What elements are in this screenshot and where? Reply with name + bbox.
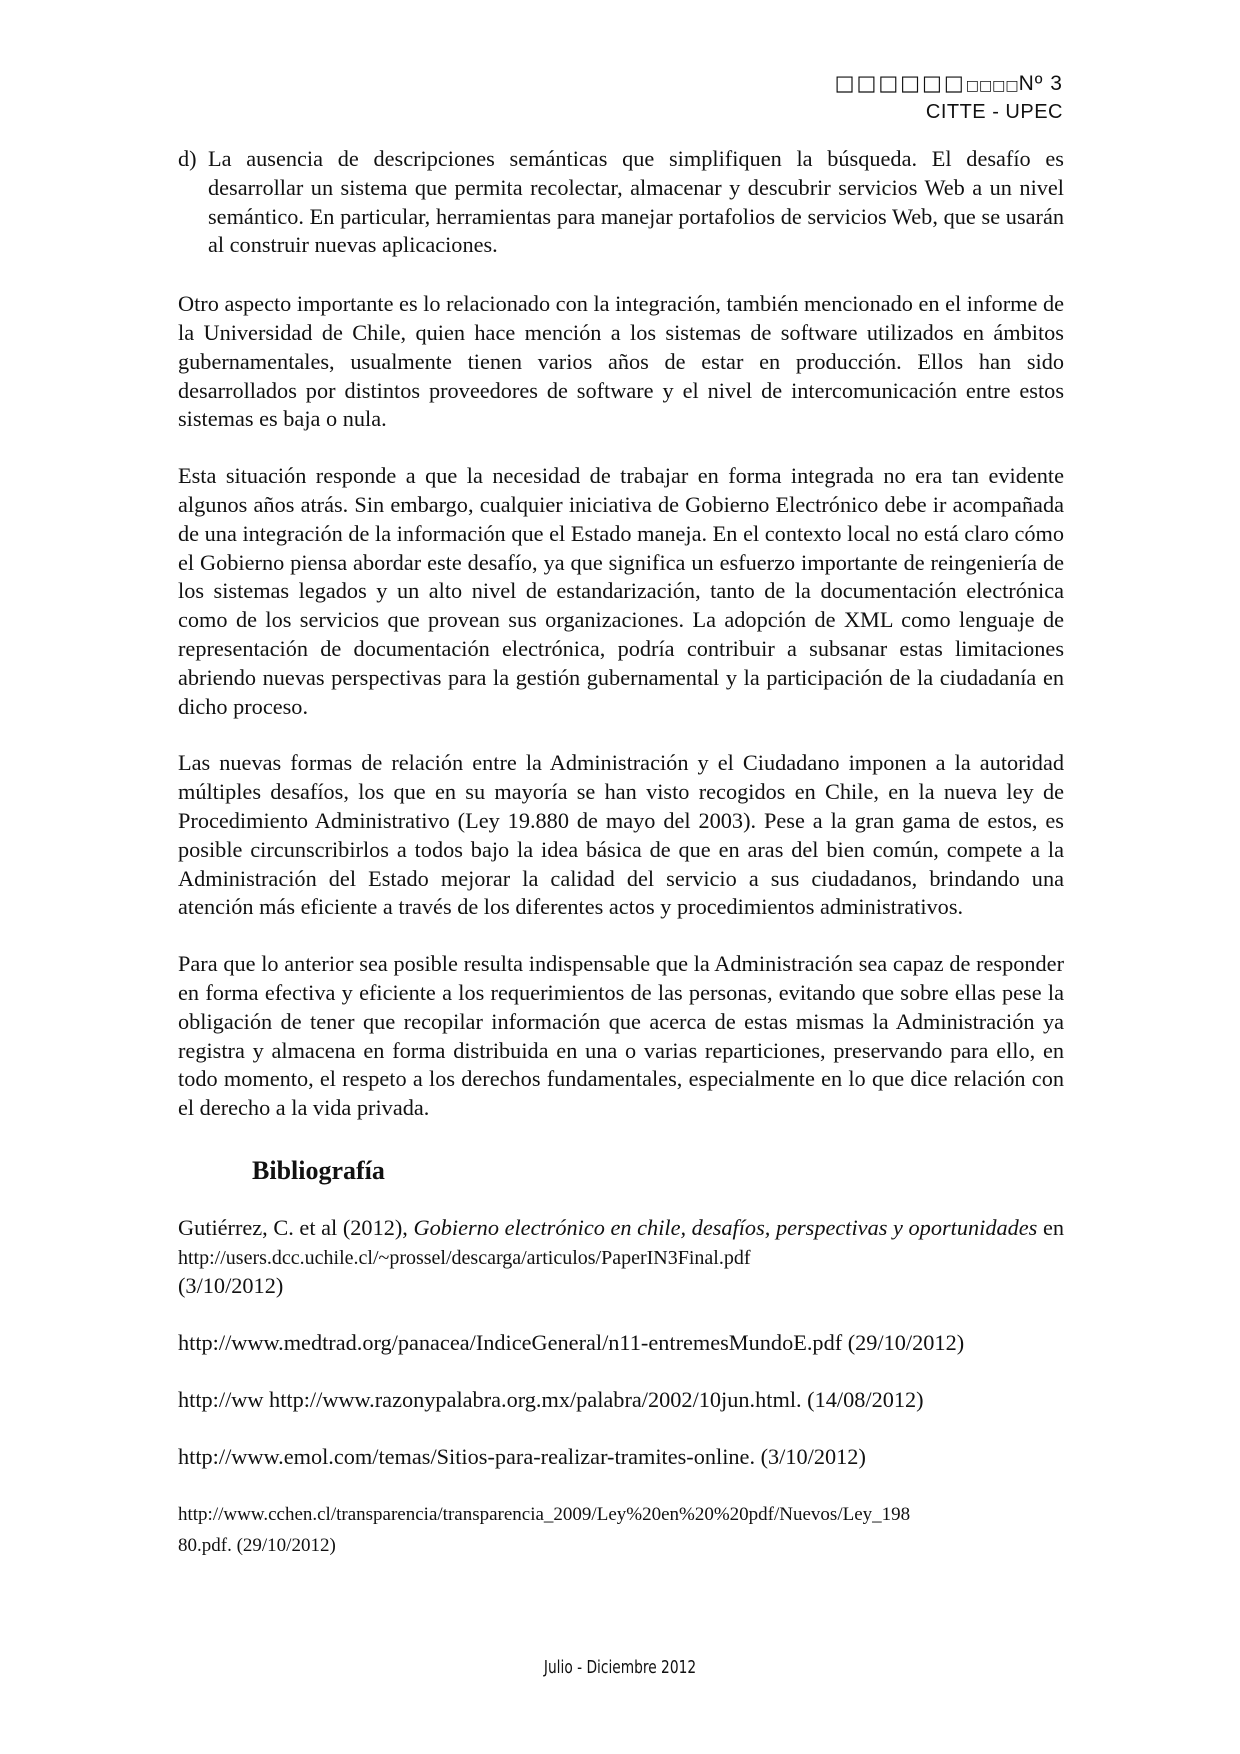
ref-1-connector: en	[1042, 1214, 1065, 1240]
paragraph-requirements: Para que lo anterior sea posible resulta indispensable que la Administración sea capaz de responder en forma efectiva y eficiente a los requerimientos de las personas, evitando que sobre ellas pese la obligación de tener que recopilar información que acerca de estas mismas la Administración ya registra y almacena en forma distribuida en una o varias reparticiones, preservando para ello, en todo momento, el respeto a los derechos fundamentales, especialmente en lo que dice relación con el derecho a la vida privada.	[178, 951, 1064, 1121]
bibliography-ref-1	[178, 1214, 1064, 1301]
bibliography-ref-3[interactable]: http://ww http://www.razonypalabra.org.mx/palabra/2002/10jun.html. (14/08/2012)	[178, 1386, 924, 1412]
paragraph-new-relations: Las nuevas formas de relación entre la Administración y el Ciudadano imponen a la autoridad múltiples desafíos, los que en su mayoría se han visto recogidos en Chile, en la nueva ley de Procedimiento Administrativo (Ley 19.880 de mayo del 2003). Pese a la gran gama de estos, es posible circunscribirlos a todos bajo la idea básica de que en aras del bien común, compete a la Administración del Estado mejorar la calidad del servicio a sus ciudadanos, brindando una atención más eficiente a través de los diferentes actos y procedimientos administrativos.	[178, 750, 1064, 920]
ref-5-line-1: http://www.cchen.cl/transparencia/transparencia_2009/Ley%20en%20%20pdf/Nuevos/Ley_198	[178, 1504, 911, 1526]
ref-1-date: (3/10/2012)	[178, 1273, 284, 1299]
paragraph-situation: Esta situación responde a que la necesidad de trabajar en forma integrada no era tan evidente algunos años atrás. Sin embargo, cualquier iniciativa de Gobierno Electrónico debe ir acompañada de una integración de la información que el Estado maneja. En el contexto local no está claro cómo el Gobierno piensa abordar este desafío, ya que significa un esfuerzo importante de reingeniería de los sistemas legados y un alto nivel de estandarización, tanto de la documentación electrónica como de los servicios que provean sus organizaciones. La adopción de XML como lenguaje de representación de documentación electrónica, podría contribuir a subsanar estas limitaciones abriendo nuevas perspectivas para la gestión gubernamental y la participación de la ciudadanía en dicho proceso.	[178, 463, 1064, 719]
list-item-d	[178, 145, 1064, 260]
page-footer: Julio - Diciembre 2012	[543, 1657, 697, 1678]
ref-5-line-2: 80.pdf. (29/10/2012)	[178, 1535, 336, 1557]
list-marker: d)	[178, 146, 197, 171]
ref-1-link[interactable]: http://users.dcc.uchile.cl/~prossel/descarga/articulos/PaperIN3Final.pdf	[178, 1246, 751, 1269]
page-header	[835, 70, 1063, 125]
header-issue-line	[835, 70, 1063, 99]
header-issue-number: Nº 3	[1018, 72, 1063, 95]
list-item-text: La ausencia de descripciones semánticas que simplifiquen la búsqueda. El desafío es desarrollar un sistema que permita recolectar, almacenar y descubrir servicios Web a un nivel semántico. En particular, herramientas para manejar portafolios de servicios Web, que se usarán al construir nuevas aplicaciones.	[208, 146, 1064, 258]
bibliography-ref-5[interactable]	[178, 1499, 1064, 1561]
bibliography-heading: Bibliografía	[252, 1155, 385, 1185]
header-missing-glyphs-small: □□□□	[965, 78, 1019, 94]
ref-1-author: Gutiérrez, C. et al (2012),	[178, 1214, 408, 1240]
bibliography-ref-2[interactable]: http://www.medtrad.org/panacea/IndiceGeneral/n11-entremesMundoE.pdf (29/10/2012)	[178, 1330, 965, 1356]
header-missing-glyphs: □□□□□□	[834, 71, 966, 95]
header-institution: CITTE - UPEC	[925, 101, 1063, 123]
bibliography-ref-4[interactable]: http://www.emol.com/temas/Sitios-para-realizar-tramites-online. (3/10/2012)	[178, 1443, 866, 1469]
paragraph-integration: Otro aspecto importante es lo relacionado con la integración, también mencionado en el informe de la Universidad de Chile, quien hace mención a los sistemas de software utilizados en ámbitos gubernamentales, usualmente tienen varios años de estar en producción. Ellos han sido desarrollados por distintos proveedores de software y el nivel de intercomunicación entre estos sistemas es baja o nula.	[178, 291, 1064, 432]
page-body	[178, 145, 1064, 1589]
ref-1-title: Gobierno electrónico en chile, desafíos, perspectivas y oportunidades	[413, 1214, 1038, 1240]
